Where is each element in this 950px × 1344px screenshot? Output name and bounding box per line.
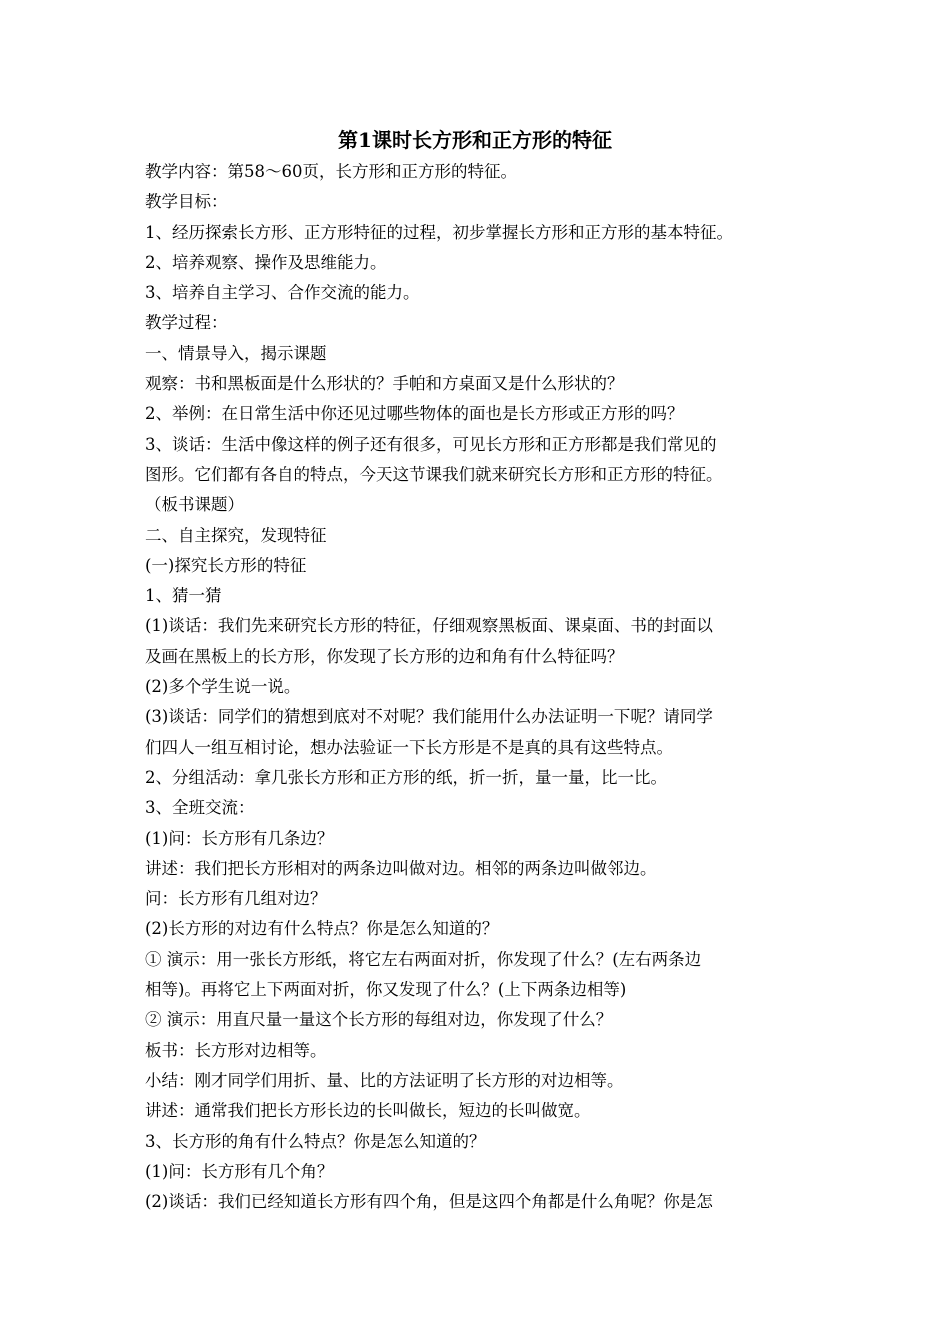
text-line: 3、谈话：生活中像这样的例子还有很多，可见长方形和正方形都是我们常见的 bbox=[145, 434, 717, 454]
text-line: 们四人一组互相讨论，想办法验证一下长方形是不是真的具有这些特点。 bbox=[145, 737, 673, 757]
text-line: ② 演示：用直尺量一量这个长方形的每组对边，你发现了什么？ bbox=[145, 1010, 613, 1030]
text-line: 3、长方形的角有什么特点？你是怎么知道的？ bbox=[145, 1131, 486, 1151]
text-line: (1)问：长方形有几条边？ bbox=[145, 828, 334, 848]
text-line: （板书课题） bbox=[145, 495, 244, 515]
document-body bbox=[145, 157, 835, 1217]
text-line: (3)谈话：同学们的猜想到底对不对呢？我们能用什么办法证明一下呢？请同学 bbox=[145, 707, 713, 727]
text-line: 3、全班交流： bbox=[145, 798, 255, 818]
text-line: (1)问：长方形有几个角？ bbox=[145, 1161, 334, 1181]
text-line: 2、分组活动：拿几张长方形和正方形的纸，折一折，量一量，比一比。 bbox=[145, 767, 667, 787]
text-line: 2、举例：在日常生活中你还见过哪些物体的面也是长方形或正方形的吗？ bbox=[145, 404, 684, 424]
text-line: 教学过程： bbox=[145, 313, 228, 333]
text-line: 及画在黑板上的长方形，你发现了长方形的边和角有什么特征吗？ bbox=[145, 646, 624, 666]
text-line: (1)谈话：我们先来研究长方形的特征，仔细观察黑板面、课桌面、书的封面以 bbox=[145, 616, 713, 636]
text-line: 图形。它们都有各自的特点，今天这节课我们就来研究长方形和正方形的特征。 bbox=[145, 464, 723, 484]
text-line: 相等)。再将它上下两面对折，你又发现了什么？(上下两条边相等) bbox=[145, 980, 627, 1000]
text-line: (2)谈话：我们已经知道长方形有四个角，但是这四个角都是什么角呢？你是怎 bbox=[145, 1192, 713, 1212]
text-line: (2)多个学生说一说。 bbox=[145, 677, 301, 697]
text-line: 问：长方形有几组对边？ bbox=[145, 889, 327, 909]
text-line: 教学内容：第58～60页，长方形和正方形的特征。 bbox=[145, 162, 517, 181]
text-line: (2)长方形的对边有什么特点？你是怎么知道的？ bbox=[145, 919, 499, 939]
text-line: 教学目标： bbox=[145, 192, 228, 212]
text-line: (一)探究长方形的特征 bbox=[145, 555, 307, 575]
text-line: 板书：长方形对边相等。 bbox=[145, 1040, 327, 1060]
text-line: 二、自主探究，发现特征 bbox=[145, 525, 327, 545]
text-line: 小结：刚才同学们用折、量、比的方法证明了长方形的对边相等。 bbox=[145, 1070, 624, 1090]
text-line: 2、培养观察、操作及思维能力。 bbox=[145, 252, 387, 272]
text-line: 一、情景导入，揭示课题 bbox=[145, 343, 327, 363]
text-line: 讲述：我们把长方形相对的两条边叫做对边。相邻的两条边叫做邻边。 bbox=[145, 858, 657, 878]
text-line: 讲述：通常我们把长方形长边的长叫做长，短边的长叫做宽。 bbox=[145, 1101, 591, 1121]
text-line: 3、培养自主学习、合作交流的能力。 bbox=[145, 283, 420, 303]
text-line: 1、猜一猜 bbox=[145, 586, 222, 606]
text-line: 1、经历探索长方形、正方形特征的过程，初步掌握长方形和正方形的基本特征。 bbox=[145, 222, 733, 242]
text-line: 观察：书和黑板面是什么形状的？手帕和方桌面又是什么形状的？ bbox=[145, 374, 624, 394]
text-line: ① 演示：用一张长方形纸，将它左右两面对折，你发现了什么？(左右两条边 bbox=[145, 949, 702, 969]
document-title: 第1课时长方形和正方形的特征 bbox=[338, 128, 612, 152]
